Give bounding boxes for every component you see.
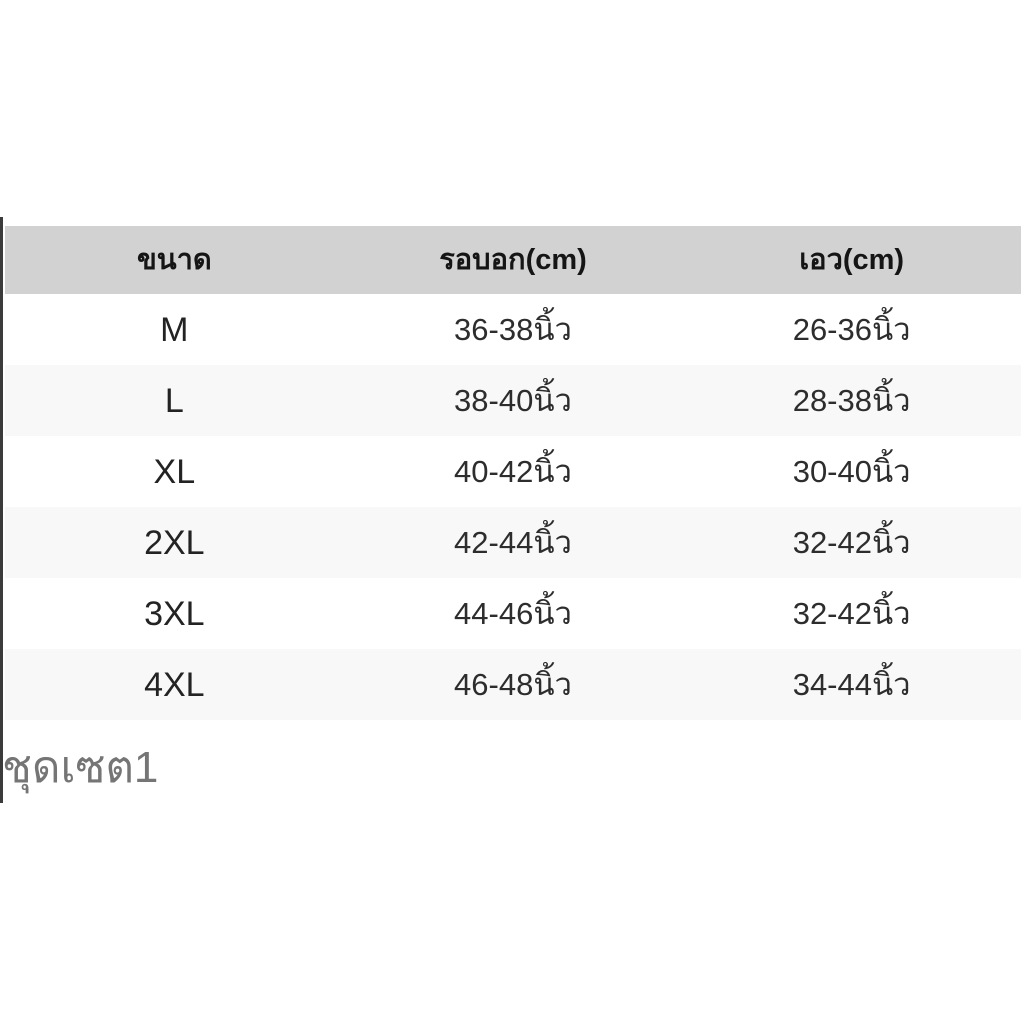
table-row-xl <box>5 436 1021 507</box>
chest-value: 46-48นิ้ว <box>454 667 572 702</box>
header-chest: รอบอก(cm) <box>439 243 587 276</box>
table-row-3xl <box>5 578 1021 649</box>
left-border-line <box>0 217 3 803</box>
chest-value: 40-42นิ้ว <box>454 454 572 489</box>
size-value: L <box>164 381 184 420</box>
size-table-body <box>5 294 1021 720</box>
header-size: ขนาด <box>136 243 212 276</box>
size-table <box>5 226 1021 720</box>
table-row-m <box>5 294 1021 365</box>
header-waist: เอว(cm) <box>799 243 905 276</box>
size-value: 2XL <box>144 523 205 562</box>
size-value: M <box>160 310 189 349</box>
waist-value: 32-42นิ้ว <box>792 525 911 560</box>
chest-value: 42-44นิ้ว <box>454 525 572 560</box>
waist-value: 30-40นิ้ว <box>792 454 911 489</box>
chest-value: 44-46นิ้ว <box>454 596 572 631</box>
waist-value: 32-42นิ้ว <box>792 596 911 631</box>
chest-value: 36-38นิ้ว <box>454 312 572 347</box>
table-row-4xl <box>5 649 1021 720</box>
size-value: XL <box>153 452 196 491</box>
waist-value: 34-44นิ้ว <box>792 667 911 702</box>
set-caption: ชุดเซต1 <box>2 743 159 792</box>
size-table-header-row <box>5 226 1021 294</box>
chest-value: 38-40นิ้ว <box>454 383 572 418</box>
table-row-l <box>5 365 1021 436</box>
waist-value: 26-36นิ้ว <box>792 312 911 347</box>
waist-value: 28-38นิ้ว <box>792 383 911 418</box>
size-value: 4XL <box>144 665 205 704</box>
size-value: 3XL <box>144 594 205 633</box>
table-row-2xl <box>5 507 1021 578</box>
